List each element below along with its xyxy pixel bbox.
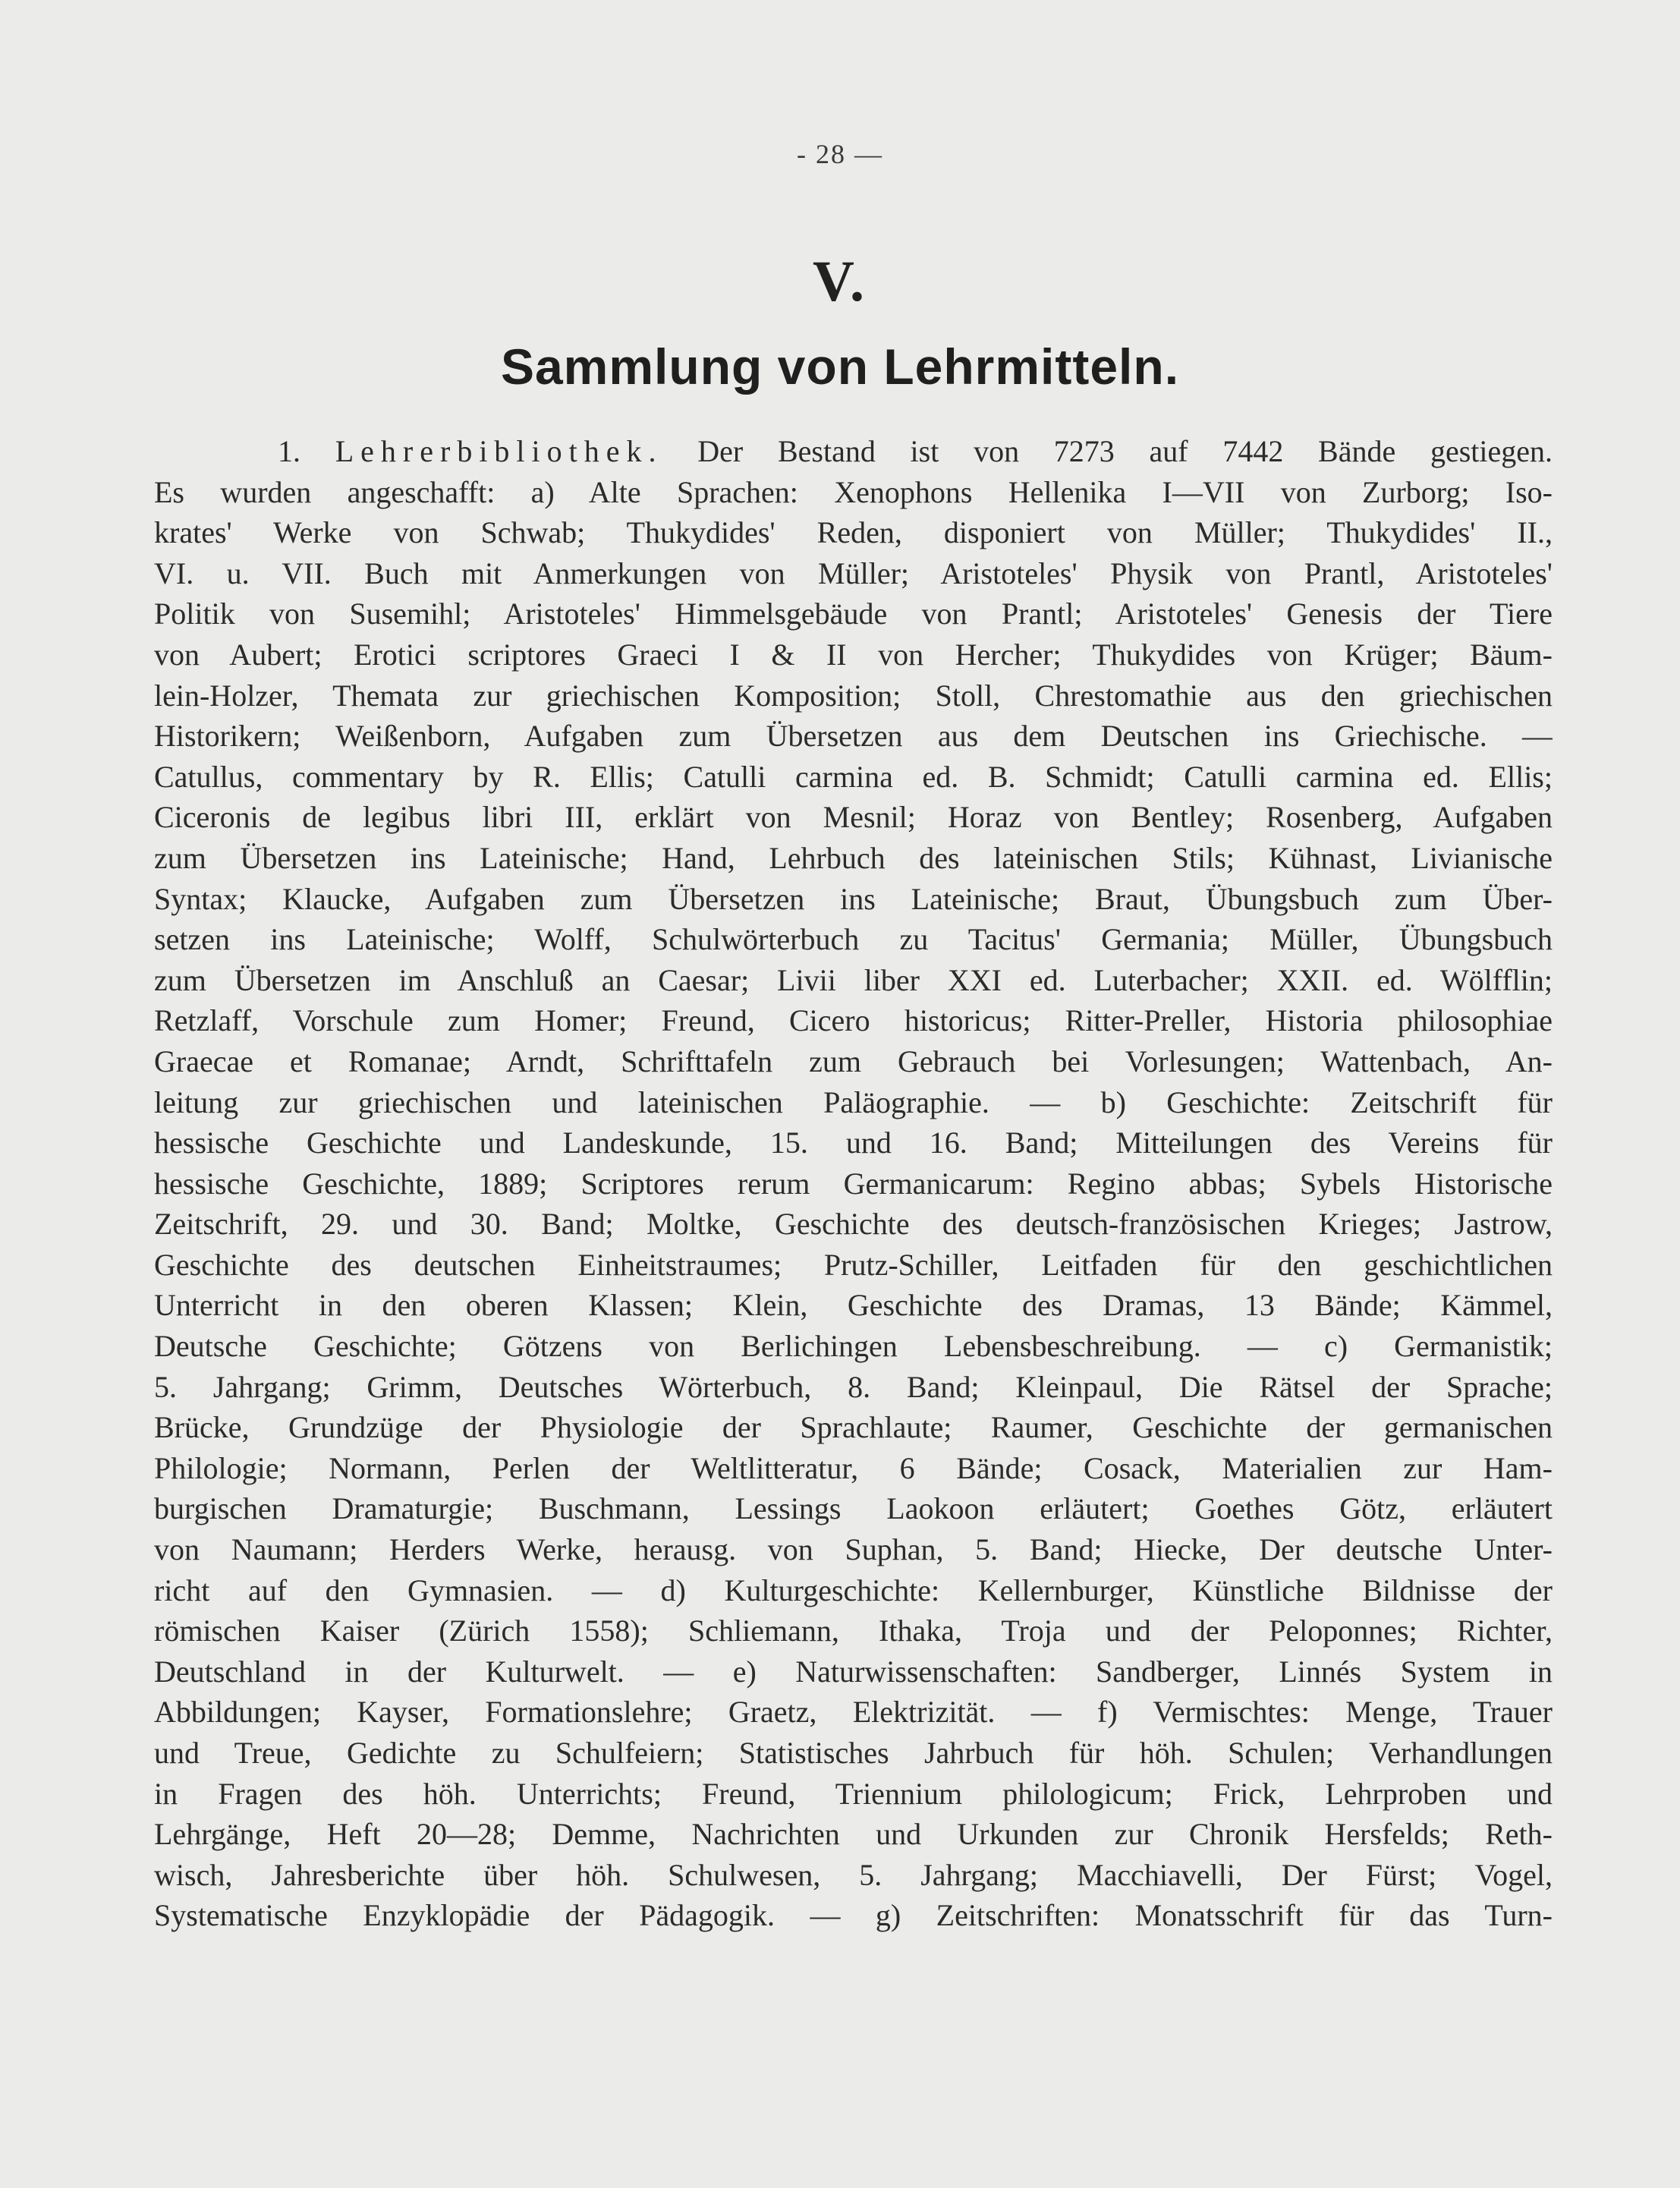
- chapter-title: Sammlung von Lehrmitteln.: [500, 338, 1180, 395]
- body-line: wisch, Jahresberichte über höh. Schulwesen, 5. Jahrgang; Macchiavelli, Der Fürst; Vogel,: [154, 1857, 1553, 1892]
- body-line: in Fragen des höh. Unterrichts; Freund, Triennium philologicum; Frick, Lehrproben und: [154, 1776, 1553, 1811]
- body-line: von Naumann; Herders Werke, herausg. von Suphan, 5. Band; Hiecke, Der deutsche Unter-: [154, 1532, 1553, 1567]
- body-line: 5. Jahrgang; Grimm, Deutsches Wörterbuch, 8. Band; Kleinpaul, Die Rätsel der Sprache;: [154, 1369, 1553, 1404]
- body-line: Abbildungen; Kayser, Formationslehre; Graetz, Elektrizität. — f) Vermischtes: Menge, Trauer: [154, 1695, 1553, 1730]
- section-first-line-text: Der Bestand ist von 7273 auf 7442 Bände gestiegen.: [697, 434, 1553, 468]
- body-line: Lehrgänge, Heft 20—28; Demme, Nachrichten und Urkunden zur Chronik Hersfelds; Reth-: [154, 1817, 1553, 1852]
- body-line: zum Übersetzen ins Lateinische; Hand, Lehrbuch des lateinischen Stils; Kühnast, Livianische: [154, 840, 1553, 875]
- body-line: richt auf den Gymnasien. — d) Kulturgeschichte: Kellernburger, Künstliche Bildnisse der: [154, 1573, 1553, 1607]
- body-line: Unterricht in den oberen Klassen; Klein, Geschichte des Dramas, 13 Bände; Kämmel,: [154, 1288, 1553, 1323]
- body-line: Brücke, Grundzüge der Physiologie der Sprachlaute; Raumer, Geschichte der germanischen: [154, 1410, 1553, 1445]
- body-line: Graecae et Romanae; Arndt, Schrifttafeln zum Gebrauch bei Vorlesungen; Wattenbach, An-: [154, 1044, 1553, 1078]
- section-first-line: [154, 431, 1553, 472]
- body-line: Es wurden angeschafft: a) Alte Sprachen: Xenophons Hellenika I—VII von Zurborg; Iso-: [154, 474, 1553, 509]
- body-line: hessische Geschichte, 1889; Scriptores rerum Germanicarum: Regino abbas; Sybels Historische: [154, 1166, 1553, 1201]
- page-number: - 28 —: [797, 139, 883, 169]
- body-line: Deutsche Geschichte; Götzens von Berlichingen Lebensbeschreibung. — c) Germanistik;: [154, 1329, 1553, 1364]
- body-line: VI. u. VII. Buch mit Anmerkungen von Müller; Aristoteles' Physik von Prantl, Aristoteles': [154, 556, 1553, 590]
- body-line: leitung zur griechischen und lateinischen Paläographie. — b) Geschichte: Zeitschrift für: [154, 1085, 1553, 1119]
- chapter-numeral: V.: [812, 250, 868, 313]
- body-line: Geschichte des deutschen Einheitstraumes; Prutz-Schiller, Leitfaden für den geschichtlichen: [154, 1247, 1553, 1282]
- body-line: burgischen Dramaturgie; Buschmann, Lessings Laokoon erläutert; Goethes Götz, erläutert: [154, 1491, 1553, 1526]
- body-line: Historikern; Weißenborn, Aufgaben zum Übersetzen aus dem Deutschen ins Griechische. —: [154, 719, 1553, 754]
- body-line: Catullus, commentary by R. Ellis; Catulli carmina ed. B. Schmidt; Catulli carmina ed. Ellis;: [154, 759, 1553, 794]
- body-line: Zeitschrift, 29. und 30. Band; Moltke, Geschichte des deutsch-französischen Krieges; Jastrow,: [154, 1207, 1553, 1242]
- body-line: Politik von Susemihl; Aristoteles' Himmelsgebäude von Prantl; Aristoteles' Genesis der Tiere: [154, 597, 1553, 631]
- body-line: und Treue, Gedichte zu Schulfeiern; Statistisches Jahrbuch für höh. Schulen; Verhandlungen: [154, 1736, 1553, 1770]
- body-line: Systematische Enzyklopädie der Pädagogik. — g) Zeitschriften: Monatsschrift für das Turn-: [154, 1898, 1553, 1933]
- body-line: Retzlaff, Vorschule zum Homer; Freund, Cicero historicus; Ritter-Preller, Historia philosophiae: [154, 1003, 1553, 1038]
- body-line: römischen Kaiser (Zürich 1558); Schliemann, Ithaka, Troja und der Peloponnes; Richter,: [154, 1613, 1553, 1648]
- section-body: [154, 431, 1553, 1936]
- body-line: zum Übersetzen im Anschluß an Caesar; Livii liber XXI ed. Luterbacher; XXII. ed. Wölfflin;: [154, 962, 1553, 997]
- body-line: setzen ins Lateinische; Wolff, Schulwörterbuch zu Tacitus' Germania; Müller, Übungsbuch: [154, 922, 1553, 957]
- section-heading: Lehrerbibliothek.: [335, 434, 663, 468]
- body-line: krates' Werke von Schwab; Thukydides' Reden, disponiert von Müller; Thukydides' II.,: [154, 515, 1553, 550]
- section-number: 1.: [278, 434, 300, 468]
- body-line: Syntax; Klaucke, Aufgaben zum Übersetzen ins Lateinische; Braut, Übungsbuch zum Über-: [154, 881, 1553, 916]
- body-line: Ciceronis de legibus libri III, erklärt von Mesnil; Horaz von Bentley; Rosenberg, Aufgaben: [154, 800, 1553, 835]
- body-line: Deutschland in der Kulturwelt. — e) Naturwissenschaften: Sandberger, Linnés System in: [154, 1654, 1553, 1689]
- body-line: Philologie; Normann, Perlen der Weltlitteratur, 6 Bände; Cosack, Materialien zur Ham-: [154, 1450, 1553, 1485]
- body-line: von Aubert; Erotici scriptores Graeci I & II von Hercher; Thukydides von Krüger; Bäum-: [154, 637, 1553, 672]
- body-line: hessische Geschichte und Landeskunde, 15. und 16. Band; Mitteilungen des Vereins für: [154, 1125, 1553, 1160]
- body-line: lein-Holzer, Themata zur griechischen Komposition; Stoll, Chrestomathie aus den griechischen: [154, 678, 1553, 713]
